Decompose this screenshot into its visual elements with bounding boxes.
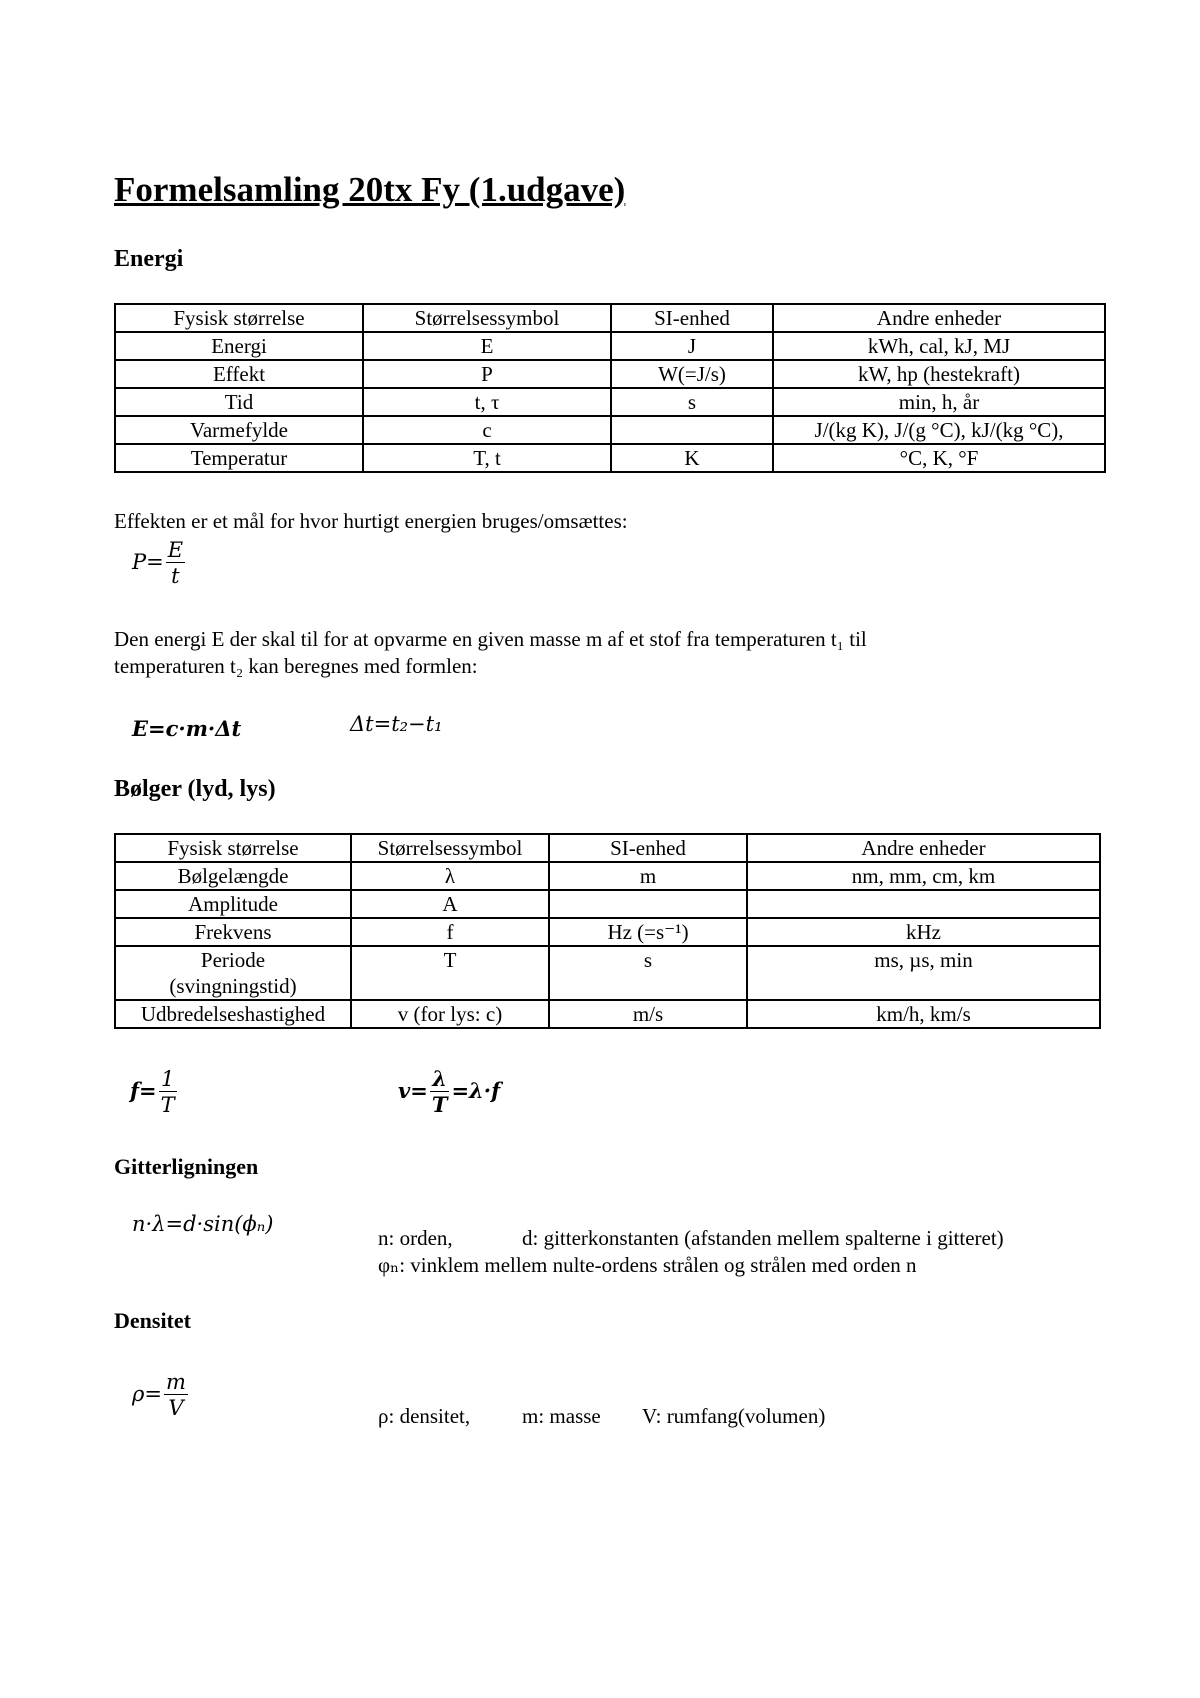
table-row — [115, 444, 1105, 472]
table-cell: ms, µs, min — [747, 946, 1100, 1000]
table-cell: s — [549, 946, 747, 1000]
grating-formula: n·λ=d·sin(ϕₙ) — [132, 1212, 274, 1236]
effekt-formula — [132, 538, 187, 589]
table-row — [115, 862, 1100, 890]
table-cell: J/(kg K), J/(g °C), kJ/(kg °C), — [773, 416, 1105, 444]
table-cell: Varmefylde — [115, 416, 363, 444]
formula-lhs: v= — [398, 1078, 428, 1103]
energy-table — [114, 303, 1106, 473]
fraction-denominator: t — [171, 564, 180, 588]
formula-lhs: P= — [132, 550, 164, 574]
table-cell: Tid — [115, 388, 363, 416]
table-row — [115, 890, 1100, 918]
table-cell: Energi — [115, 332, 363, 360]
section-heading-energi: Energi — [114, 246, 184, 272]
section-heading-densitet: Densitet — [114, 1308, 191, 1333]
table-cell: T — [351, 946, 549, 1000]
table-row — [115, 946, 1100, 1000]
table-cell: m/s — [549, 1000, 747, 1028]
table-cell — [611, 416, 773, 444]
table-cell — [549, 890, 747, 918]
formula-lhs: f= — [130, 1078, 157, 1103]
header-cell: SI-enhed — [549, 834, 747, 862]
waves-table-header — [115, 834, 1100, 862]
fraction — [164, 1370, 188, 1421]
table-cell: P — [363, 360, 611, 388]
table-cell: s — [611, 388, 773, 416]
table-cell: λ — [351, 862, 549, 890]
table-cell: E — [363, 332, 611, 360]
table-cell: km/h, km/s — [747, 1000, 1100, 1028]
table-cell: °C, K, °F — [773, 444, 1105, 472]
header-cell: Andre enheder — [747, 834, 1100, 862]
table-cell: Hz (=s⁻¹) — [549, 918, 747, 946]
grating-note-order: n: orden, — [378, 1226, 453, 1250]
table-row — [115, 416, 1105, 444]
table-cell: T, t — [363, 444, 611, 472]
table-cell: J — [611, 332, 773, 360]
formula-rhs: =λ·f — [451, 1078, 501, 1103]
table-cell: Temperatur — [115, 444, 363, 472]
fraction-denominator: T — [160, 1093, 175, 1117]
header-cell: SI-enhed — [611, 304, 773, 332]
fraction — [159, 1067, 177, 1118]
grating-note-angle: φₙ: vinklem mellem nulte-ordens strålen og strålen med orden n — [378, 1253, 917, 1277]
density-note-rho: ρ: densitet, — [378, 1404, 471, 1428]
density-formula — [132, 1370, 190, 1421]
header-cell: Fysisk størrelse — [115, 304, 363, 332]
table-cell: Udbredelseshastighed — [115, 1000, 351, 1028]
table-cell: t, τ — [363, 388, 611, 416]
table-cell: K — [611, 444, 773, 472]
frequency-formula — [130, 1067, 179, 1118]
density-note-volume: V: rumfang(volumen) — [642, 1404, 826, 1428]
delta-t-formula: Δt=t₂−t₁ — [350, 712, 443, 736]
header-cell: Størrelsessymbol — [363, 304, 611, 332]
table-cell: Bølgelængde — [115, 862, 351, 890]
fraction-numerator: E — [167, 538, 184, 562]
table-cell: W(=J/s) — [611, 360, 773, 388]
table-cell: Effekt — [115, 360, 363, 388]
fraction — [430, 1067, 450, 1118]
fraction-numerator: 1 — [159, 1067, 177, 1092]
effekt-description: Effekten er et mål for hvor hurtigt energien bruges/omsættes: — [114, 509, 628, 533]
fraction-denominator: T — [431, 1092, 448, 1117]
waves-table — [114, 833, 1101, 1029]
header-cell: Størrelsessymbol — [351, 834, 549, 862]
table-cell: kW, hp (hestekraft) — [773, 360, 1105, 388]
header-cell: Andre enheder — [773, 304, 1105, 332]
table-row — [115, 1000, 1100, 1028]
header-cell: Fysisk størrelse — [115, 834, 351, 862]
table-cell: f — [351, 918, 549, 946]
formula-lhs: ρ= — [132, 1382, 162, 1406]
table-cell: A — [351, 890, 549, 918]
table-cell: min, h, år — [773, 388, 1105, 416]
table-cell: Amplitude — [115, 890, 351, 918]
energy-description-line2: temperaturen t₂ kan beregnes med formlen: — [114, 654, 478, 678]
energy-description-line1: Den energi E der skal til for at opvarme en given masse m af et stof fra temperaturen t₁ til — [114, 627, 867, 651]
fraction-numerator: m — [165, 1370, 186, 1394]
grating-note-constant: d: gitterkonstanten (afstanden mellem spalterne i gitteret) — [522, 1226, 1004, 1250]
velocity-formula — [398, 1067, 500, 1118]
page-title: Formelsamling 20tx Fy (1.udgave) — [114, 170, 626, 209]
density-note-mass: m: masse — [522, 1404, 601, 1428]
table-row — [115, 332, 1105, 360]
table-cell: m — [549, 862, 747, 890]
section-heading-bolger: Bølger (lyd, lys) — [114, 776, 276, 802]
fraction-numerator: λ — [430, 1067, 450, 1092]
table-row — [115, 360, 1105, 388]
energy-table-header — [115, 304, 1105, 332]
table-row — [115, 388, 1105, 416]
table-cell: nm, mm, cm, km — [747, 862, 1100, 890]
table-row — [115, 918, 1100, 946]
section-heading-gitter: Gitterligningen — [114, 1154, 259, 1179]
table-cell: kWh, cal, kJ, MJ — [773, 332, 1105, 360]
energy-formula: E=c·m·Δt — [132, 716, 242, 741]
fraction-denominator: V — [168, 1396, 184, 1420]
table-cell: c — [363, 416, 611, 444]
table-cell: v (for lys: c) — [351, 1000, 549, 1028]
fraction — [166, 538, 185, 589]
table-cell: Periode (svingningstid) — [115, 946, 351, 1000]
table-cell — [747, 890, 1100, 918]
table-cell: kHz — [747, 918, 1100, 946]
table-cell: Frekvens — [115, 918, 351, 946]
